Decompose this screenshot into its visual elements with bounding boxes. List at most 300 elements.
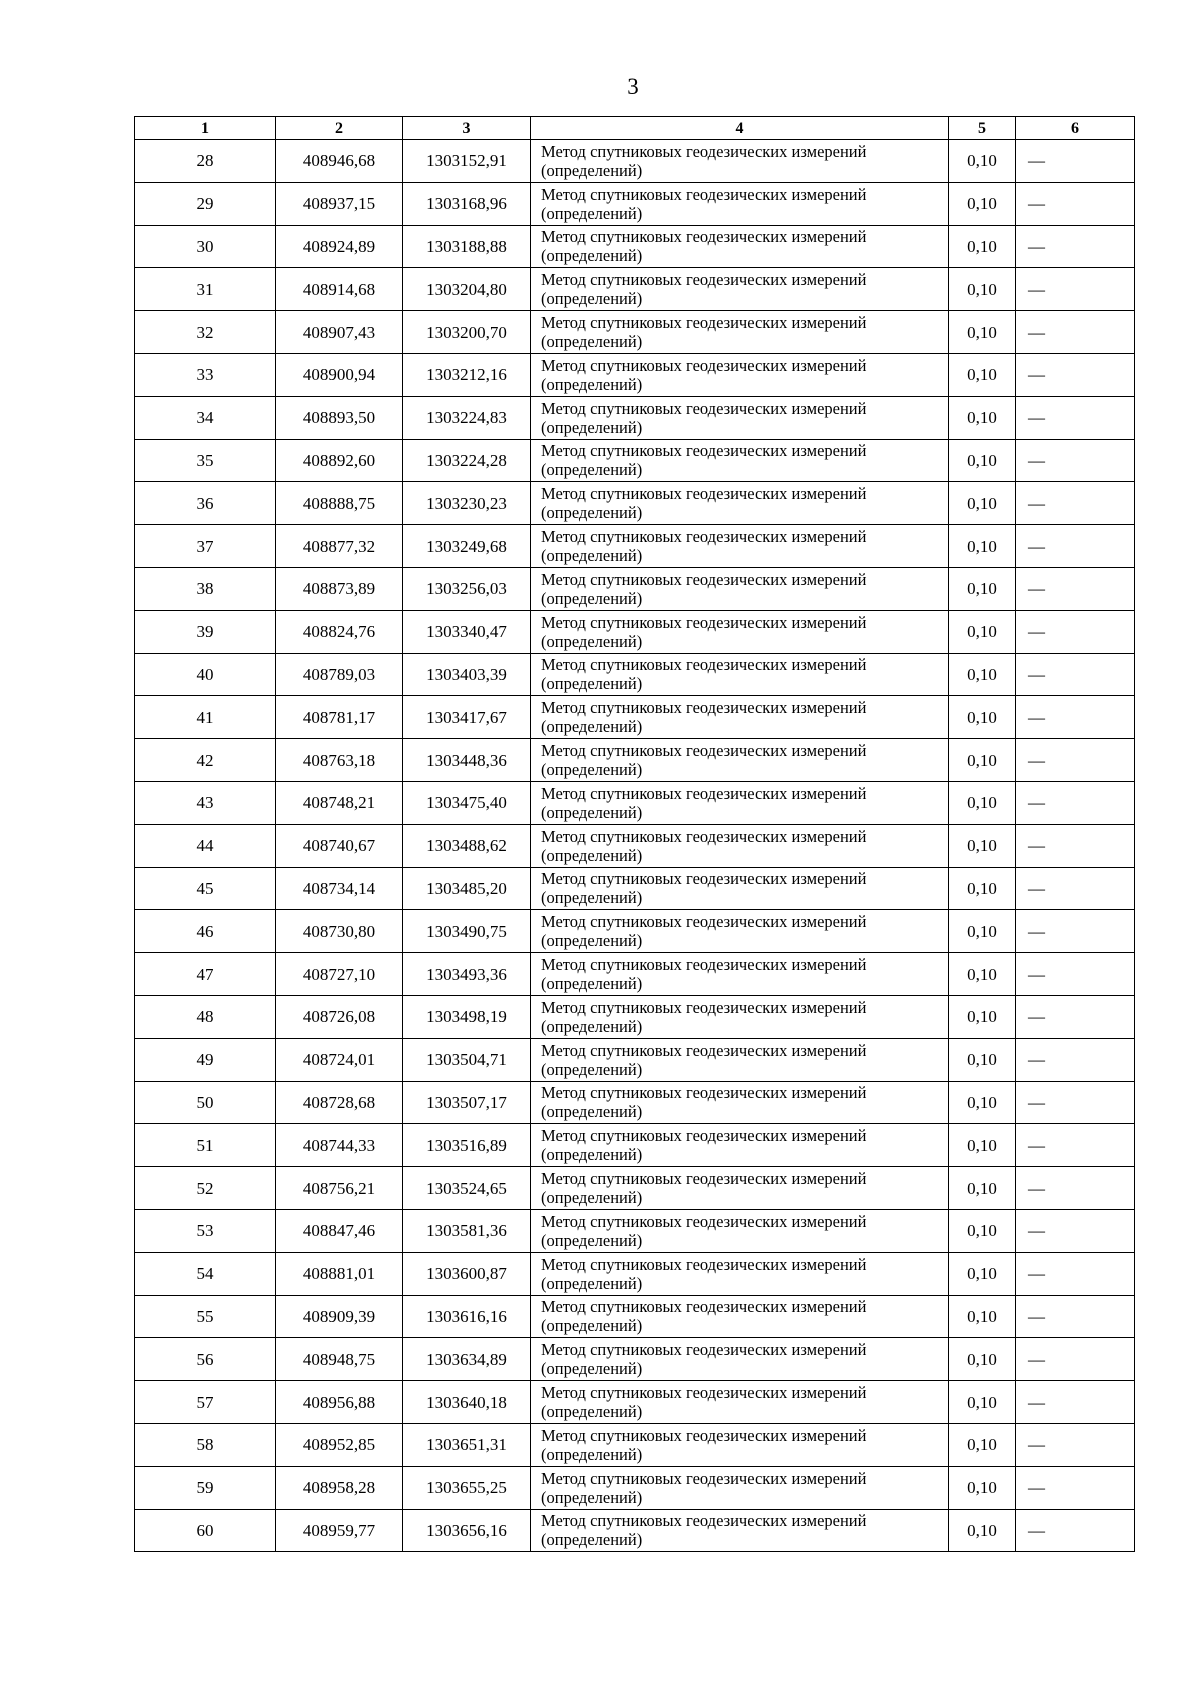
note-cell: —: [1016, 1124, 1135, 1167]
method-line-2: (определений): [541, 1102, 643, 1122]
table-row: [135, 140, 1135, 183]
note-cell: —: [1016, 567, 1135, 610]
note-cell: —: [1016, 268, 1135, 311]
point-number-cell: 56: [135, 1338, 276, 1381]
method-cell: [531, 353, 949, 396]
x-coordinate-cell: 408748,21: [276, 781, 403, 824]
x-coordinate-cell: 408728,68: [276, 1081, 403, 1124]
note-cell: —: [1016, 1295, 1135, 1338]
method-line-1: Метод спутниковых геодезических измерений: [541, 313, 867, 333]
y-coordinate-cell: 1303249,68: [403, 525, 531, 568]
method-line-2: (определений): [541, 1530, 643, 1550]
y-coordinate-cell: 1303152,91: [403, 140, 531, 183]
method-line-2: (определений): [541, 1487, 643, 1507]
y-coordinate-cell: 1303475,40: [403, 781, 531, 824]
method-cell: [531, 439, 949, 482]
table-row: [135, 739, 1135, 782]
x-coordinate-cell: 408877,32: [276, 525, 403, 568]
x-coordinate-cell: 408900,94: [276, 353, 403, 396]
note-cell: —: [1016, 1381, 1135, 1424]
method-cell: [531, 910, 949, 953]
method-line-1: Метод спутниковых геодезических измерений: [541, 826, 867, 846]
point-number-cell: 29: [135, 182, 276, 225]
point-number-cell: 38: [135, 567, 276, 610]
x-coordinate-cell: 408740,67: [276, 824, 403, 867]
note-cell: —: [1016, 311, 1135, 354]
note-cell: —: [1016, 353, 1135, 396]
method-cell: [531, 525, 949, 568]
method-line-1: Метод спутниковых геодезических измерений: [541, 270, 867, 290]
point-number-cell: 41: [135, 696, 276, 739]
page-number: 3: [627, 74, 639, 99]
method-line-2: (определений): [541, 160, 643, 180]
method-line-1: Метод спутниковых геодезических измерений: [541, 1383, 867, 1402]
header-cell-1: 1: [135, 117, 276, 140]
point-number-cell: 57: [135, 1381, 276, 1424]
accuracy-cell: 0,10: [949, 140, 1016, 183]
header-cell-6: 6: [1016, 117, 1135, 140]
accuracy-cell: 0,10: [949, 610, 1016, 653]
table-row: [135, 824, 1135, 867]
header-cell-3: 3: [403, 117, 531, 140]
point-number-cell: 48: [135, 995, 276, 1038]
accuracy-cell: 0,10: [949, 1381, 1016, 1424]
table-body: [135, 140, 1135, 1552]
table-row: [135, 610, 1135, 653]
method-line-2: (определений): [541, 1230, 643, 1250]
table-row: [135, 567, 1135, 610]
method-line-1: Метод спутниковых геодезических измерений: [541, 955, 867, 975]
point-number-cell: 40: [135, 653, 276, 696]
y-coordinate-cell: 1303655,25: [403, 1466, 531, 1509]
method-cell: [531, 1466, 949, 1509]
point-number-cell: 31: [135, 268, 276, 311]
point-number-cell: 60: [135, 1509, 276, 1552]
y-coordinate-cell: 1303640,18: [403, 1381, 531, 1424]
method-line-1: Метод спутниковых геодезических измерений: [541, 141, 867, 161]
method-line-2: (определений): [541, 845, 643, 865]
method-cell: [531, 1423, 949, 1466]
y-coordinate-cell: 1303616,16: [403, 1295, 531, 1338]
y-coordinate-cell: 1303488,62: [403, 824, 531, 867]
method-line-1: Метод спутниковых геодезических измерений: [541, 184, 867, 204]
method-line-1: Метод спутниковых геодезических измерений: [541, 612, 867, 632]
method-line-1: Метод спутниковых геодезических измерений: [541, 1340, 867, 1360]
coordinates-table: [134, 116, 1135, 1552]
method-cell: [531, 311, 949, 354]
y-coordinate-cell: 1303507,17: [403, 1081, 531, 1124]
method-line-2: (определений): [541, 1359, 643, 1379]
method-cell: [531, 1252, 949, 1295]
note-cell: —: [1016, 439, 1135, 482]
note-cell: —: [1016, 739, 1135, 782]
method-line-1: Метод спутниковых геодезических измерений: [541, 1083, 867, 1103]
method-cell: [531, 1167, 949, 1210]
method-line-1: Метод спутниковых геодезических измерений: [541, 1169, 867, 1189]
accuracy-cell: 0,10: [949, 1466, 1016, 1509]
method-line-1: Метод спутниковых геодезических измерений: [541, 869, 867, 889]
method-line-1: Метод спутниковых геодезических измерений: [541, 527, 867, 547]
point-number-cell: 55: [135, 1295, 276, 1338]
method-line-1: Метод спутниковых геодезических измерений: [541, 1425, 867, 1445]
accuracy-cell: 0,10: [949, 268, 1016, 311]
point-number-cell: 46: [135, 910, 276, 953]
point-number-cell: 50: [135, 1081, 276, 1124]
method-line-2: (определений): [541, 1444, 643, 1464]
x-coordinate-cell: 408847,46: [276, 1209, 403, 1252]
note-cell: —: [1016, 482, 1135, 525]
y-coordinate-cell: 1303188,88: [403, 225, 531, 268]
method-cell: [531, 824, 949, 867]
y-coordinate-cell: 1303600,87: [403, 1252, 531, 1295]
y-coordinate-cell: 1303493,36: [403, 953, 531, 996]
method-line-1: Метод спутниковых геодезических измерений: [541, 1211, 867, 1231]
method-line-2: (определений): [541, 1316, 643, 1336]
note-cell: —: [1016, 396, 1135, 439]
table-row: [135, 268, 1135, 311]
accuracy-cell: 0,10: [949, 1509, 1016, 1552]
point-number-cell: 52: [135, 1167, 276, 1210]
y-coordinate-cell: 1303417,67: [403, 696, 531, 739]
method-cell: [531, 1209, 949, 1252]
table-row: [135, 439, 1135, 482]
note-cell: —: [1016, 1466, 1135, 1509]
method-cell: [531, 781, 949, 824]
y-coordinate-cell: 1303504,71: [403, 1038, 531, 1081]
table-row: [135, 1081, 1135, 1124]
point-number-cell: 28: [135, 140, 276, 183]
point-number-cell: 51: [135, 1124, 276, 1167]
accuracy-cell: 0,10: [949, 739, 1016, 782]
note-cell: —: [1016, 225, 1135, 268]
method-line-2: (определений): [541, 974, 643, 994]
x-coordinate-cell: 408946,68: [276, 140, 403, 183]
note-cell: —: [1016, 182, 1135, 225]
table-row: [135, 225, 1135, 268]
table-row: [135, 1295, 1135, 1338]
method-cell: [531, 1295, 949, 1338]
point-number-cell: 54: [135, 1252, 276, 1295]
method-line-1: Метод спутниковых геодезических измерений: [541, 569, 867, 589]
accuracy-cell: 0,10: [949, 1338, 1016, 1381]
note-cell: —: [1016, 867, 1135, 910]
note-cell: —: [1016, 781, 1135, 824]
accuracy-cell: 0,10: [949, 482, 1016, 525]
method-line-2: (определений): [541, 931, 643, 951]
accuracy-cell: 0,10: [949, 910, 1016, 953]
accuracy-cell: 0,10: [949, 225, 1016, 268]
x-coordinate-cell: 408881,01: [276, 1252, 403, 1295]
method-line-2: (определений): [541, 1145, 643, 1165]
point-number-cell: 36: [135, 482, 276, 525]
x-coordinate-cell: 408956,88: [276, 1381, 403, 1424]
point-number-cell: 34: [135, 396, 276, 439]
method-cell: [531, 610, 949, 653]
point-number-cell: 37: [135, 525, 276, 568]
method-line-2: (определений): [541, 332, 643, 352]
y-coordinate-cell: 1303524,65: [403, 1167, 531, 1210]
table-row: [135, 482, 1135, 525]
method-line-2: (определений): [541, 674, 643, 694]
accuracy-cell: 0,10: [949, 396, 1016, 439]
accuracy-cell: 0,10: [949, 824, 1016, 867]
y-coordinate-cell: 1303200,70: [403, 311, 531, 354]
accuracy-cell: 0,10: [949, 353, 1016, 396]
note-cell: —: [1016, 525, 1135, 568]
x-coordinate-cell: 408937,15: [276, 182, 403, 225]
method-cell: [531, 1081, 949, 1124]
y-coordinate-cell: 1303485,20: [403, 867, 531, 910]
table-row: [135, 910, 1135, 953]
table-row: [135, 1252, 1135, 1295]
y-coordinate-cell: 1303212,16: [403, 353, 531, 396]
method-cell: [531, 1381, 949, 1424]
y-coordinate-cell: 1303204,80: [403, 268, 531, 311]
table-row: [135, 653, 1135, 696]
method-line-1: Метод спутниковых геодезических измерений: [541, 783, 867, 803]
note-cell: —: [1016, 1338, 1135, 1381]
method-line-2: (определений): [541, 1016, 643, 1036]
y-coordinate-cell: 1303403,39: [403, 653, 531, 696]
method-cell: [531, 739, 949, 782]
point-number-cell: 49: [135, 1038, 276, 1081]
x-coordinate-cell: 408948,75: [276, 1338, 403, 1381]
method-line-2: (определений): [541, 246, 643, 266]
method-line-1: Метод спутниковых геодезических измерений: [541, 741, 867, 761]
method-cell: [531, 268, 949, 311]
point-number-cell: 44: [135, 824, 276, 867]
header-cell-4: 4: [531, 117, 949, 140]
y-coordinate-cell: 1303224,83: [403, 396, 531, 439]
table-row: [135, 1466, 1135, 1509]
point-number-cell: 35: [135, 439, 276, 482]
accuracy-cell: 0,10: [949, 567, 1016, 610]
x-coordinate-cell: 408952,85: [276, 1423, 403, 1466]
method-cell: [531, 696, 949, 739]
accuracy-cell: 0,10: [949, 696, 1016, 739]
method-line-1: Метод спутниковых геодезических измерений: [541, 698, 867, 718]
table-row: [135, 353, 1135, 396]
table-header-row: [135, 117, 1135, 140]
x-coordinate-cell: 408730,80: [276, 910, 403, 953]
y-coordinate-cell: 1303340,47: [403, 610, 531, 653]
note-cell: —: [1016, 1423, 1135, 1466]
note-cell: —: [1016, 995, 1135, 1038]
accuracy-cell: 0,10: [949, 182, 1016, 225]
method-cell: [531, 140, 949, 183]
method-line-2: (определений): [541, 1273, 643, 1293]
method-cell: [531, 867, 949, 910]
method-cell: [531, 182, 949, 225]
method-cell: [531, 396, 949, 439]
accuracy-cell: 0,10: [949, 1038, 1016, 1081]
note-cell: —: [1016, 1209, 1135, 1252]
x-coordinate-cell: 408873,89: [276, 567, 403, 610]
method-cell: [531, 225, 949, 268]
method-line-2: (определений): [541, 802, 643, 822]
x-coordinate-cell: 408781,17: [276, 696, 403, 739]
accuracy-cell: 0,10: [949, 995, 1016, 1038]
table-row: [135, 1423, 1135, 1466]
x-coordinate-cell: 408892,60: [276, 439, 403, 482]
note-cell: —: [1016, 1252, 1135, 1295]
method-line-2: (определений): [541, 289, 643, 309]
note-cell: —: [1016, 696, 1135, 739]
note-cell: —: [1016, 1509, 1135, 1552]
x-coordinate-cell: 408958,28: [276, 1466, 403, 1509]
accuracy-cell: 0,10: [949, 867, 1016, 910]
y-coordinate-cell: 1303490,75: [403, 910, 531, 953]
method-line-1: Метод спутниковых геодезических измерений: [541, 997, 867, 1017]
accuracy-cell: 0,10: [949, 1167, 1016, 1210]
table-row: [135, 781, 1135, 824]
table-row: [135, 696, 1135, 739]
method-cell: [531, 653, 949, 696]
table-row: [135, 1038, 1135, 1081]
point-number-cell: 43: [135, 781, 276, 824]
table-row: [135, 525, 1135, 568]
method-line-1: Метод спутниковых геодезических измерений: [541, 398, 867, 418]
accuracy-cell: 0,10: [949, 653, 1016, 696]
accuracy-cell: 0,10: [949, 1124, 1016, 1167]
method-line-2: (определений): [541, 1188, 643, 1208]
method-line-2: (определений): [541, 888, 643, 908]
method-cell: [531, 1124, 949, 1167]
y-coordinate-cell: 1303498,19: [403, 995, 531, 1038]
y-coordinate-cell: 1303448,36: [403, 739, 531, 782]
point-number-cell: 42: [135, 739, 276, 782]
x-coordinate-cell: 408888,75: [276, 482, 403, 525]
method-line-1: Метод спутниковых геодезических измерений: [541, 1297, 867, 1317]
table-row: [135, 396, 1135, 439]
method-line-2: (определений): [541, 1402, 643, 1421]
note-cell: —: [1016, 610, 1135, 653]
note-cell: —: [1016, 653, 1135, 696]
method-line-1: Метод спутниковых геодезических измерений: [541, 484, 867, 504]
header-cell-5: 5: [949, 117, 1016, 140]
method-line-2: (определений): [541, 717, 643, 737]
x-coordinate-cell: 408724,01: [276, 1038, 403, 1081]
method-cell: [531, 995, 949, 1038]
method-line-1: Метод спутниковых геодезических измерений: [541, 441, 867, 461]
note-cell: —: [1016, 140, 1135, 183]
method-line-1: Метод спутниковых геодезических измерений: [541, 1468, 867, 1488]
table-row: [135, 1509, 1135, 1552]
note-cell: —: [1016, 824, 1135, 867]
x-coordinate-cell: 408907,43: [276, 311, 403, 354]
method-line-1: Метод спутниковых геодезических измерений: [541, 227, 867, 247]
table-row: [135, 953, 1135, 996]
table-row: [135, 1338, 1135, 1381]
point-number-cell: 32: [135, 311, 276, 354]
x-coordinate-cell: 408914,68: [276, 268, 403, 311]
table-row: [135, 1124, 1135, 1167]
accuracy-cell: 0,10: [949, 1081, 1016, 1124]
method-line-2: (определений): [541, 588, 643, 608]
x-coordinate-cell: 408744,33: [276, 1124, 403, 1167]
x-coordinate-cell: 408959,77: [276, 1509, 403, 1552]
accuracy-cell: 0,10: [949, 1252, 1016, 1295]
method-line-2: (определений): [541, 203, 643, 223]
point-number-cell: 39: [135, 610, 276, 653]
table-row: [135, 867, 1135, 910]
point-number-cell: 59: [135, 1466, 276, 1509]
method-line-1: Метод спутниковых геодезических измерений: [541, 912, 867, 932]
table-row: [135, 311, 1135, 354]
y-coordinate-cell: 1303168,96: [403, 182, 531, 225]
x-coordinate-cell: 408924,89: [276, 225, 403, 268]
accuracy-cell: 0,10: [949, 311, 1016, 354]
table-row: [135, 1209, 1135, 1252]
method-line-2: (определений): [541, 503, 643, 523]
x-coordinate-cell: 408727,10: [276, 953, 403, 996]
table-row: [135, 995, 1135, 1038]
method-cell: [531, 953, 949, 996]
x-coordinate-cell: 408824,76: [276, 610, 403, 653]
header-cell-2: 2: [276, 117, 403, 140]
y-coordinate-cell: 1303651,31: [403, 1423, 531, 1466]
point-number-cell: 47: [135, 953, 276, 996]
note-cell: —: [1016, 910, 1135, 953]
accuracy-cell: 0,10: [949, 1295, 1016, 1338]
method-line-1: Метод спутниковых геодезических измерений: [541, 355, 867, 375]
y-coordinate-cell: 1303224,28: [403, 439, 531, 482]
point-number-cell: 58: [135, 1423, 276, 1466]
method-line-2: (определений): [541, 1059, 643, 1079]
method-cell: [531, 1509, 949, 1552]
method-line-2: (определений): [541, 460, 643, 480]
y-coordinate-cell: 1303581,36: [403, 1209, 531, 1252]
method-line-2: (определений): [541, 546, 643, 566]
x-coordinate-cell: 408763,18: [276, 739, 403, 782]
note-cell: —: [1016, 1038, 1135, 1081]
note-cell: —: [1016, 1081, 1135, 1124]
method-line-1: Метод спутниковых геодезических измерений: [541, 1511, 867, 1531]
method-line-1: Метод спутниковых геодезических измерений: [541, 1040, 867, 1060]
x-coordinate-cell: 408909,39: [276, 1295, 403, 1338]
note-cell: —: [1016, 953, 1135, 996]
table-row: [135, 1381, 1135, 1424]
accuracy-cell: 0,10: [949, 525, 1016, 568]
x-coordinate-cell: 408734,14: [276, 867, 403, 910]
point-number-cell: 30: [135, 225, 276, 268]
accuracy-cell: 0,10: [949, 1423, 1016, 1466]
table-row: [135, 1167, 1135, 1210]
method-cell: [531, 482, 949, 525]
point-number-cell: 45: [135, 867, 276, 910]
method-cell: [531, 1038, 949, 1081]
y-coordinate-cell: 1303634,89: [403, 1338, 531, 1381]
accuracy-cell: 0,10: [949, 439, 1016, 482]
x-coordinate-cell: 408789,03: [276, 653, 403, 696]
accuracy-cell: 0,10: [949, 781, 1016, 824]
method-cell: [531, 567, 949, 610]
method-line-2: (определений): [541, 374, 643, 394]
method-line-2: (определений): [541, 760, 643, 780]
method-line-1: Метод спутниковых геодезических измерений: [541, 1254, 867, 1274]
y-coordinate-cell: 1303656,16: [403, 1509, 531, 1552]
x-coordinate-cell: 408726,08: [276, 995, 403, 1038]
y-coordinate-cell: 1303230,23: [403, 482, 531, 525]
point-number-cell: 33: [135, 353, 276, 396]
note-cell: —: [1016, 1167, 1135, 1210]
method-line-2: (определений): [541, 631, 643, 651]
method-line-2: (определений): [541, 417, 643, 437]
method-line-1: Метод спутниковых геодезических измерений: [541, 655, 867, 675]
y-coordinate-cell: 1303516,89: [403, 1124, 531, 1167]
x-coordinate-cell: 408756,21: [276, 1167, 403, 1210]
method-cell: [531, 1338, 949, 1381]
